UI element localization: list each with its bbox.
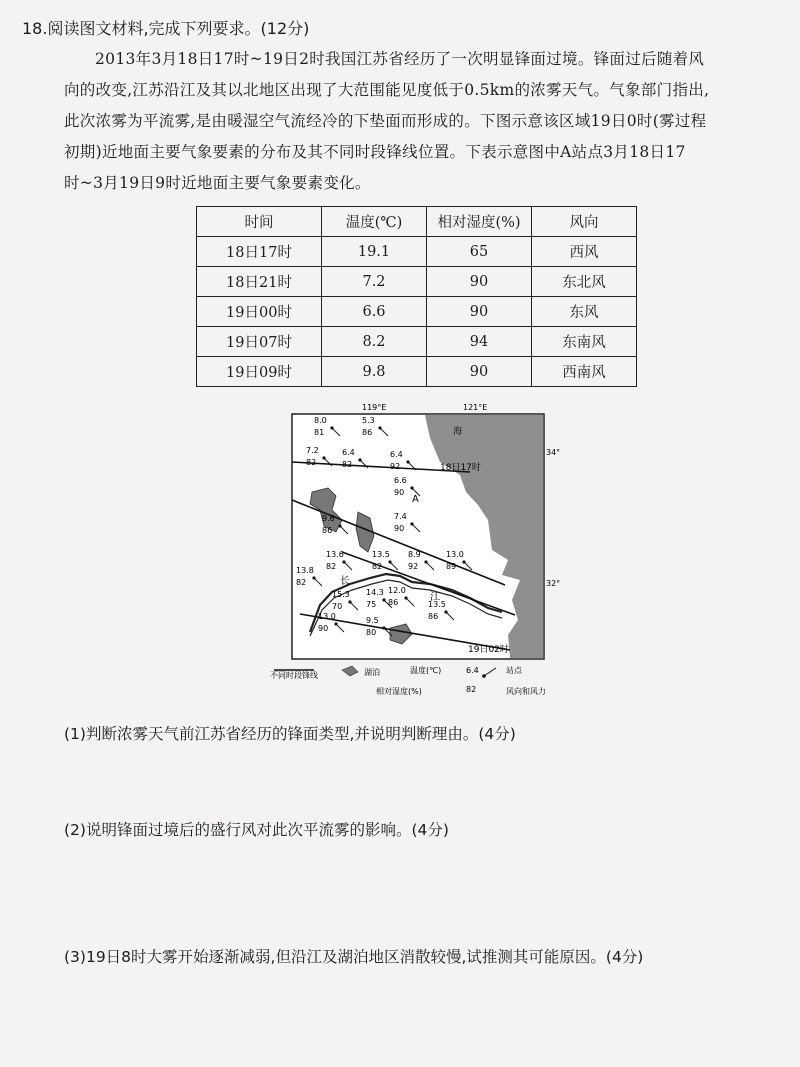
station-humidity: 86 [428,612,439,621]
legend-sample-temp: 6.4 [466,666,479,675]
table-row [197,327,637,357]
legend-wind: 风向和风力 [506,687,546,696]
sub-question-1: (1)判断浓雾天气前江苏省经历的锋面类型,并说明判断理由。(4分) [64,725,516,743]
station-humidity: 92 [390,462,401,471]
cell-humidity: 90 [427,267,532,297]
station-humidity: 86 [322,526,333,535]
station-temp: 9.6 [322,514,335,523]
header-temperature: 温度(℃) [322,207,427,237]
paragraph-line: 时~3月19日9时近地面主要气象要素变化。 [64,174,371,192]
cell-temperature: 9.8 [322,357,427,387]
station-humidity: 80 [366,628,377,637]
station-humidity: 90 [318,624,329,633]
question-paragraph [64,44,774,199]
legend-sample-humidity: 82 [466,685,477,694]
table-row [197,357,637,387]
cell-time: 18日17时 [197,237,322,267]
cell-humidity: 90 [427,297,532,327]
cell-temperature: 6.6 [322,297,427,327]
lon-label-left: 119°E [362,403,387,412]
river-label-2: 江 [430,592,440,603]
station-temp: 13.5 [372,550,390,559]
legend-humidity: 相对湿度(%) [376,687,422,696]
station-temp: 8.0 [314,416,327,425]
station-humidity: 92 [408,562,419,571]
cell-humidity: 94 [427,327,532,357]
legend-station: 站点 [506,666,522,675]
station-temp: 15.3 [332,590,350,599]
map-svg [270,400,570,705]
station-temp: 5.3 [362,416,375,425]
cell-time: 18日21时 [197,267,322,297]
station-temp: 13.0 [446,550,464,559]
table-row [197,237,637,267]
sea-label: 海 [453,427,463,437]
header-humidity: 相对湿度(%) [427,207,532,237]
cell-wind: 西南风 [532,357,637,387]
station-temp: 6.4 [342,448,355,457]
station-humidity: 70 [332,602,343,611]
question-title: 18.阅读图文材料,完成下列要求。(12分) [22,19,310,38]
station-humidity: 75 [366,600,377,609]
cell-wind: 东北风 [532,267,637,297]
station-a-label: A [412,494,419,505]
station-temp: 14.3 [366,588,384,597]
station-temp: 6.6 [394,476,407,485]
cell-temperature: 7.2 [322,267,427,297]
station-temp: 7.4 [394,512,407,521]
station-humidity: 82 [372,562,383,571]
paragraph-line: 向的改变,江苏沿江及其以北地区出现了大范围能见度低于0.5km的浓雾天气。气象部门指出, [64,81,710,99]
station-humidity: 90 [394,488,405,497]
lat-label-top: 34° [546,448,561,457]
station-temp: 13.6 [326,550,344,559]
paragraph-line: 初期)近地面主要气象要素的分布及其不同时段锋线位置。下表示意图中A站点3月18日17 [64,143,686,161]
river-label-1: 长 [340,576,350,587]
station-temp: 8.9 [408,550,421,559]
station-temp: 13.0 [318,612,336,621]
station-temp: 13.5 [428,600,446,609]
front-label-2: 19日02时 [468,645,509,655]
station-temp: 6.4 [390,450,403,459]
table-row [197,267,637,297]
cell-humidity: 90 [427,357,532,387]
station-humidity: 86 [362,428,373,437]
header-time: 时间 [197,207,322,237]
legend-wind-barb [484,668,496,676]
weather-map [270,400,570,709]
lon-label-right: 121°E [463,403,488,412]
station-temp: 7.2 [306,446,319,455]
legend-front: 不同时段锋线 [270,671,318,680]
station-humidity: 82 [326,562,337,571]
lat-label-bottom: 32° [546,579,561,588]
station-temp: 13.8 [296,566,314,575]
cell-temperature: 8.2 [322,327,427,357]
sub-question-3: (3)19日8时大雾开始逐渐减弱,但沿江及湖泊地区消散较慢,试推测其可能原因。(4分) [64,948,644,966]
header-wind: 风向 [532,207,637,237]
front-label-1: 18日17时 [440,463,481,473]
cell-wind: 东南风 [532,327,637,357]
cell-time: 19日09时 [197,357,322,387]
station-humidity: 82 [342,460,353,469]
paragraph-line: 此次浓雾为平流雾,是由暖湿空气流经冷的下垫面而形成的。下图示意该区域19日0时(雾过程 [64,112,707,130]
cell-time: 19日00时 [197,297,322,327]
sub-question-2: (2)说明锋面过境后的盛行风对此次平流雾的影响。(4分) [64,821,449,839]
station-humidity: 82 [306,458,317,467]
table-row [197,297,637,327]
cell-wind: 东风 [532,297,637,327]
station-humidity: 82 [296,578,307,587]
cell-time: 19日07时 [197,327,322,357]
legend-lake: 湖泊 [364,668,380,677]
cell-humidity: 65 [427,237,532,267]
paragraph-line: 2013年3月18日17时~19日2时我国江苏省经历了一次明显锋面过境。锋面过后随着风 [95,50,705,68]
station-humidity: 81 [314,428,325,437]
legend-temp: 温度(℃) [410,666,442,675]
station-temp: 12.0 [388,586,406,595]
legend-lake-swatch [342,666,358,676]
cell-wind: 西风 [532,237,637,267]
weather-table [196,206,637,387]
station-humidity: 86 [388,598,399,607]
station-humidity: 90 [394,524,405,533]
station-temp: 9.5 [366,616,379,625]
table-header-row [197,207,637,237]
station-humidity: 89 [446,562,457,571]
cell-temperature: 19.1 [322,237,427,267]
